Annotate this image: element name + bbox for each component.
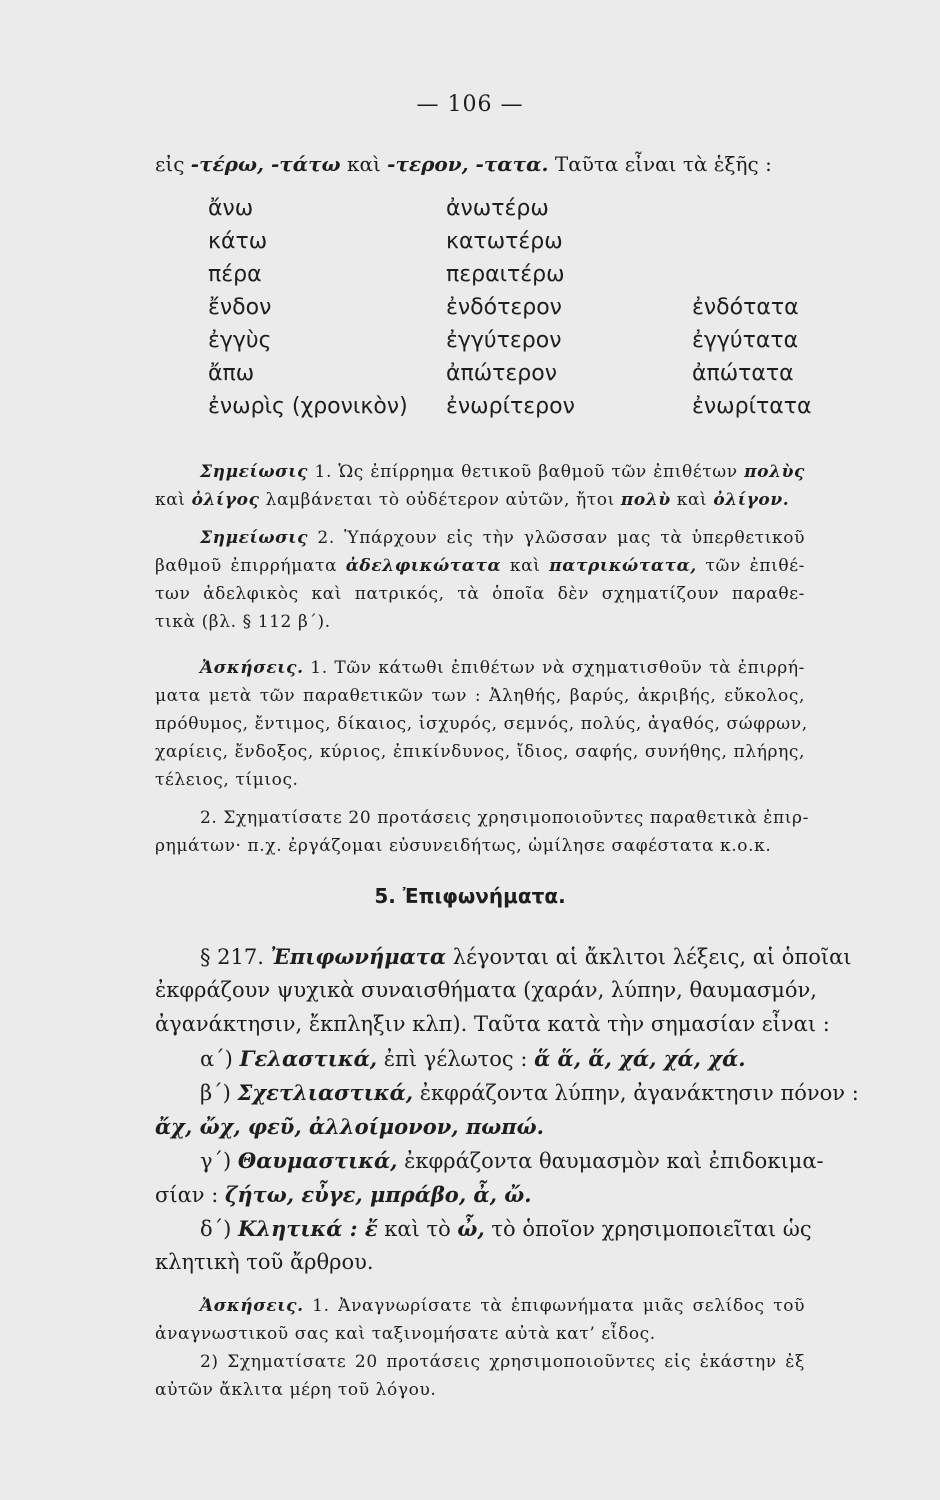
page-number: — 106 — — [416, 92, 524, 117]
type-d-text: καὶ τὸ — [377, 1217, 458, 1241]
base-form: ἐνωρὶς (χρονικὸν) — [208, 394, 408, 419]
note2-label: Σημείωσις — [200, 528, 309, 548]
exercises2-line2: ἀναγνωστικοῦ σας καὶ ταξινομήσατε αὐτὰ κατ’ εἶδος. — [155, 1324, 656, 1344]
superlative-form: ἐνωρίτατα — [692, 394, 812, 419]
comparative-form: ἀπώτερον — [446, 361, 558, 386]
comparative-form: ἐγγύτερον — [446, 328, 562, 353]
type-d-line — [200, 1216, 812, 1241]
section-heading: 5. Ἐπιφωνήματα. — [374, 884, 566, 908]
exercises1-line2: ματα μετὰ τῶν παραθετικῶν των : Ἀληθής, βαρύς, ἀκριβής, εὔκολος, — [155, 686, 805, 706]
para217-text: λέγονται αἱ ἄκλιτοι λέξεις, αἱ ὁποῖαι — [446, 945, 852, 969]
type-b-examples-line — [155, 1114, 805, 1139]
term-bold: Ἐπιφωνήματα — [270, 944, 447, 969]
base-form: ἔνδον — [208, 295, 272, 320]
comparative-form: περαιτέρω — [446, 262, 565, 287]
para-number: § 217. — [200, 945, 271, 969]
note1-bold-word: ὀλίγος — [191, 490, 260, 510]
exercises2-line3: 2) Σχηματίσατε 20 προτάσεις χρησιμοποιοῦντες εἰς ἑκάστην ἐξ — [200, 1352, 805, 1372]
base-form: πέρα — [208, 262, 262, 287]
para217-line2: ἐκφράζουν ψυχικὰ συναισθήματα (χαράν, λύπην, θαυμασμόν, — [155, 978, 817, 1002]
exercises1-text: 1. Τῶν κάτωθι ἐπιθέτων νὰ σχηματισθοῦν τὰ ἐπιρρή- — [303, 658, 805, 678]
note1-text: καὶ — [155, 490, 192, 510]
note1-line1 — [200, 462, 805, 482]
base-form: ἄπω — [208, 361, 255, 386]
type-d-name: Κλητικά : — [238, 1216, 358, 1241]
exercises1-line5: τέλειος, τίμιος. — [155, 770, 299, 790]
type-b-line — [200, 1080, 859, 1105]
para217-line3: ἀγανάκτησιν, ἔκπληξιν κλπ). Ταῦτα κατὰ τὴν σημασίαν εἶναι : — [155, 1012, 830, 1036]
type-a-number: α΄) — [200, 1047, 240, 1071]
type-d-text2: τὸ ὁποῖον χρησιμοποιεῖται ὡς — [484, 1217, 812, 1241]
note2-line3: των ἀδελφικὸς καὶ πατρικός, τὰ ὁποῖα δὲν σχηματίζουν παραθε- — [155, 584, 805, 604]
note2-text: 2. Ὑπάρχουν εἰς τὴν γλῶσσαν μας τὰ ὑπερθετικοῦ — [308, 528, 805, 548]
type-c-text: ἐκφράζοντα θαυμασμὸν καὶ ἐπιδοκιμα- — [397, 1149, 824, 1173]
exercises1-line3: πρόθυμος, ἔντιμος, δίκαιος, ἰσχυρός, σεμνός, πολύς, ἀγαθός, σώφρων, — [155, 714, 808, 734]
exercises1-line1 — [200, 658, 805, 678]
type-d-example: ἔ — [357, 1216, 378, 1241]
base-form: ἐγγὺς — [208, 328, 272, 353]
note2-line1 — [200, 528, 805, 548]
type-b-name: Σχετλιαστικά, — [237, 1080, 414, 1105]
type-c-examples-line — [155, 1182, 805, 1207]
type-a-text: ἐπὶ γέλωτος : — [377, 1047, 535, 1071]
superlative-form: ἐγγύτατα — [692, 328, 799, 353]
type-c-name: Θαυμαστικά, — [237, 1148, 398, 1173]
note1-bold-word: πολὺ — [620, 490, 671, 510]
type-d-example2: ὦ, — [457, 1216, 485, 1241]
note1-text: καὶ — [670, 490, 714, 510]
type-c-number: γ΄) — [200, 1149, 238, 1173]
note2-line4: τικὰ (βλ. § 112 β΄). — [155, 612, 331, 632]
exercises2-line1 — [200, 1296, 805, 1316]
type-a-examples: ἅ ἅ, ἅ, χά, χά, χά. — [534, 1046, 746, 1071]
note1-bold-word: πολὺς — [744, 462, 805, 482]
note2-text: καὶ — [501, 556, 550, 576]
type-c-line — [200, 1148, 824, 1173]
comparative-form: κατωτέρω — [446, 229, 563, 254]
type-a-line — [200, 1046, 850, 1071]
intro-endings: -τέρω, -τάτω — [190, 152, 341, 176]
comparative-form: ἀνωτέρω — [446, 196, 549, 221]
comparative-form: ἐνδότερον — [446, 295, 562, 320]
para217-line1 — [200, 944, 852, 969]
superlative-form: ἐνδότατα — [692, 295, 799, 320]
exercises2-label: Ἀσκήσεις. — [200, 1296, 304, 1316]
note2-text: τῶν ἐπιθέ- — [696, 556, 805, 576]
type-b-text: ἐκφράζοντα λύπην, ἀγανάκτησιν πόνον : — [413, 1081, 859, 1105]
intro-line — [155, 152, 805, 176]
exercises1-line6: 2. Σχηματίσατε 20 προτάσεις χρησιμοποιοῦντες παραθετικὰ ἐπιρ- — [200, 808, 809, 828]
type-d-number: δ΄) — [200, 1217, 239, 1241]
note2-bold-word: πατρικώτατα, — [549, 556, 697, 576]
note1-line2 — [155, 490, 805, 510]
intro-rest: Ταῦτα εἶναι τὰ ἑξῆς : — [548, 152, 772, 176]
exercises2-line4: αὐτῶν ἄκλιτα μέρη τοῦ λόγου. — [155, 1380, 437, 1400]
note1-text: 1. Ὡς ἐπίρρημα θετικοῦ βαθμοῦ τῶν ἐπιθέτων — [308, 462, 745, 482]
exercises1-line7: ρημάτων· π.χ. ἐργάζομαι εὐσυνειδήτως, ὡμίλησε σαφέστατα κ.ο.κ. — [155, 836, 772, 856]
type-d-line2: κλητικὴ τοῦ ἄρθρου. — [155, 1250, 374, 1274]
type-a-name: Γελαστικά, — [239, 1046, 378, 1071]
type-c-text2: σίαν : — [155, 1183, 225, 1207]
intro-endings2: -τερον, -τατα. — [387, 152, 549, 176]
note1-bold-word: ὀλίγον. — [713, 490, 790, 510]
exercises1-label: Ἀσκήσεις. — [200, 658, 304, 678]
note1-text: λαμβάνεται τὸ οὐδέτερον αὐτῶν, ἤτοι — [259, 490, 621, 510]
comparative-form: ἐνωρίτερον — [446, 394, 575, 419]
exercises2-text: 1. Ἀναγνωρίσατε τὰ ἐπιφωνήματα μιᾶς σελίδος τοῦ — [303, 1296, 805, 1316]
note1-label: Σημείωσις — [200, 462, 309, 482]
exercises1-line4: χαρίεις, ἔνδοξος, κύριος, ἐπικίνδυνος, ἴδιος, σαφής, συνήθης, πλήρης, — [155, 742, 805, 762]
intro-prefix: εἰς — [155, 152, 191, 176]
base-form: ἄνω — [208, 196, 254, 221]
superlative-form: ἀπώτατα — [692, 361, 794, 386]
base-form: κάτω — [208, 229, 268, 254]
note2-text: βαθμοῦ ἐπιρρήματα — [155, 556, 346, 576]
note2-bold-word: ἀδελφικώτατα — [345, 556, 502, 576]
note2-line2 — [155, 556, 805, 576]
type-b-examples: ἄχ, ὤχ, φεῦ, ἀλλοίμονον, πωπώ. — [155, 1114, 544, 1139]
type-b-number: β΄) — [200, 1081, 238, 1105]
type-c-examples: ζήτω, εὖγε, μπράβο, ἆ, ὤ. — [224, 1182, 532, 1207]
intro-kai: καὶ — [340, 152, 388, 176]
